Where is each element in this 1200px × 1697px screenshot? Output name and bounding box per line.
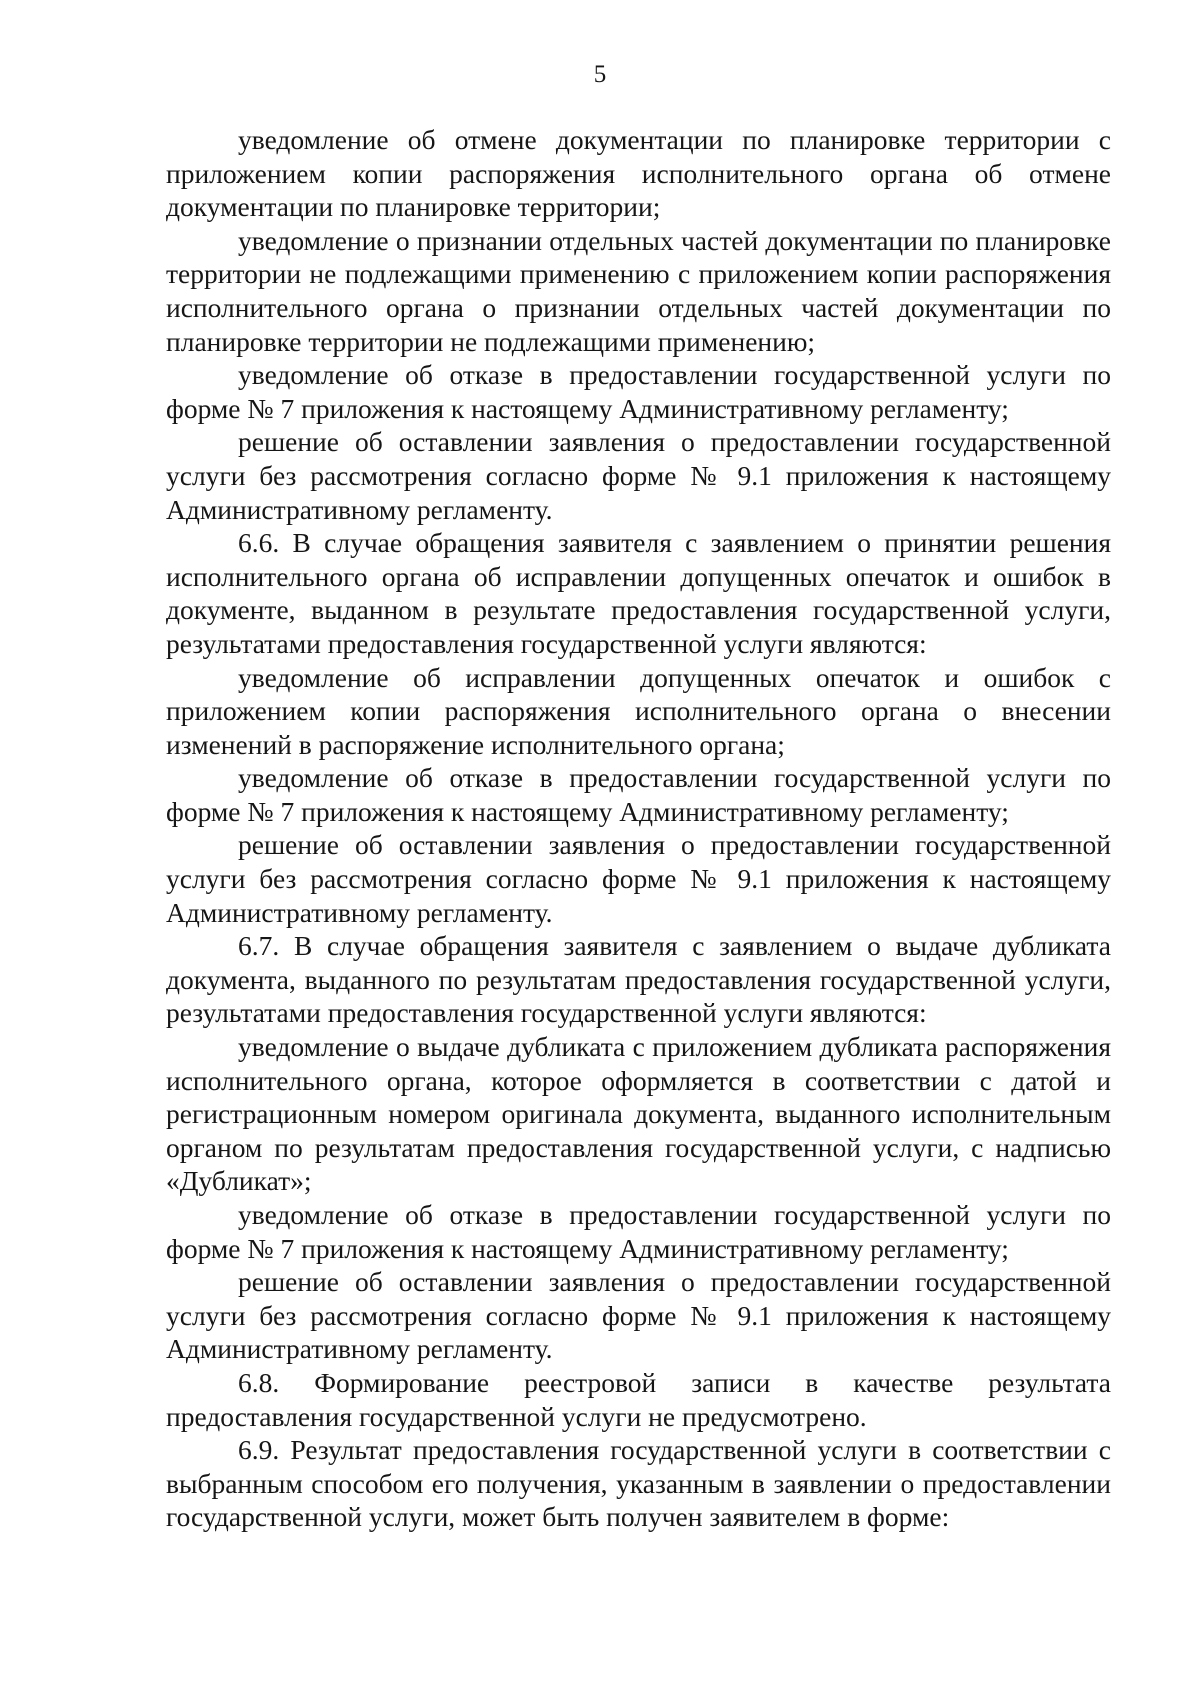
- paragraph: уведомление о выдаче дубликата с приложением дубликата распоряжения исполнительного органа, которое оформляется в соответствии с датой и регистрационным номером оригинала документа, выданного исполнительным органом по результатам предоставления государственной услуги, с надписью «Дубликат»;: [166, 1031, 1111, 1197]
- paragraph: 6.6. В случае обращения заявителя с заявлением о принятии решения исполнительного органа об исправлении допущенных опечаток и ошибок в документе, выданном в результате предоставления государственной услуги, результатами предоставления государственной услуги являются:: [166, 527, 1111, 659]
- paragraph: уведомление об отказе в предоставлении государственной услуги по форме № 7 приложения к настоящему Административному регламенту;: [166, 359, 1111, 424]
- document-body: [166, 123, 1111, 1534]
- paragraph: уведомление об отмене документации по планировке территории с приложением копии распоряжения исполнительного органа об отмене документации по планировке территории;: [166, 124, 1111, 223]
- paragraph: 6.7. В случае обращения заявителя с заявлением о выдаче дубликата документа, выданного по результатам предоставления государственной услуги, результатами предоставления государственной услуги являются:: [166, 930, 1111, 1029]
- paragraph: решение об оставлении заявления о предоставлении государственной услуги без рассмотрения согласно форме № 9.1 приложения к настоящему Административному регламенту.: [166, 829, 1111, 928]
- paragraph: 6.9. Результат предоставления государственной услуги в соответствии с выбранным способом его получения, указанным в заявлении о предоставлении государственной услуги, может быть получен заявителем в форме:: [166, 1434, 1111, 1533]
- paragraph: уведомление об отказе в предоставлении государственной услуги по форме № 7 приложения к настоящему Административному регламенту;: [166, 762, 1111, 827]
- paragraph: уведомление о признании отдельных частей документации по планировке территории не подлежащими применению с приложением копии распоряжения исполнительного органа о признании отдельных частей документации по планировке территории не подлежащими применению;: [166, 224, 1111, 357]
- paragraph: уведомление об исправлении допущенных опечаток и ошибок с приложением копии распоряжения исполнительного органа о внесении изменений в распоряжение исполнительного органа;: [166, 661, 1111, 760]
- paragraph: 6.8. Формирование реестровой записи в качестве результата предоставления государственной услуги не предусмотрено.: [166, 1366, 1111, 1432]
- paragraph: решение об оставлении заявления о предоставлении государственной услуги без рассмотрения согласно форме № 9.1 приложения к настоящему Административному регламенту.: [166, 1266, 1111, 1365]
- page-number: 5: [593, 61, 607, 88]
- paragraph: решение об оставлении заявления о предоставлении государственной услуги без рассмотрения согласно форме № 9.1 приложения к настоящему Административному регламенту.: [166, 426, 1111, 525]
- paragraph: уведомление об отказе в предоставлении государственной услуги по форме № 7 приложения к настоящему Административному регламенту;: [166, 1199, 1111, 1264]
